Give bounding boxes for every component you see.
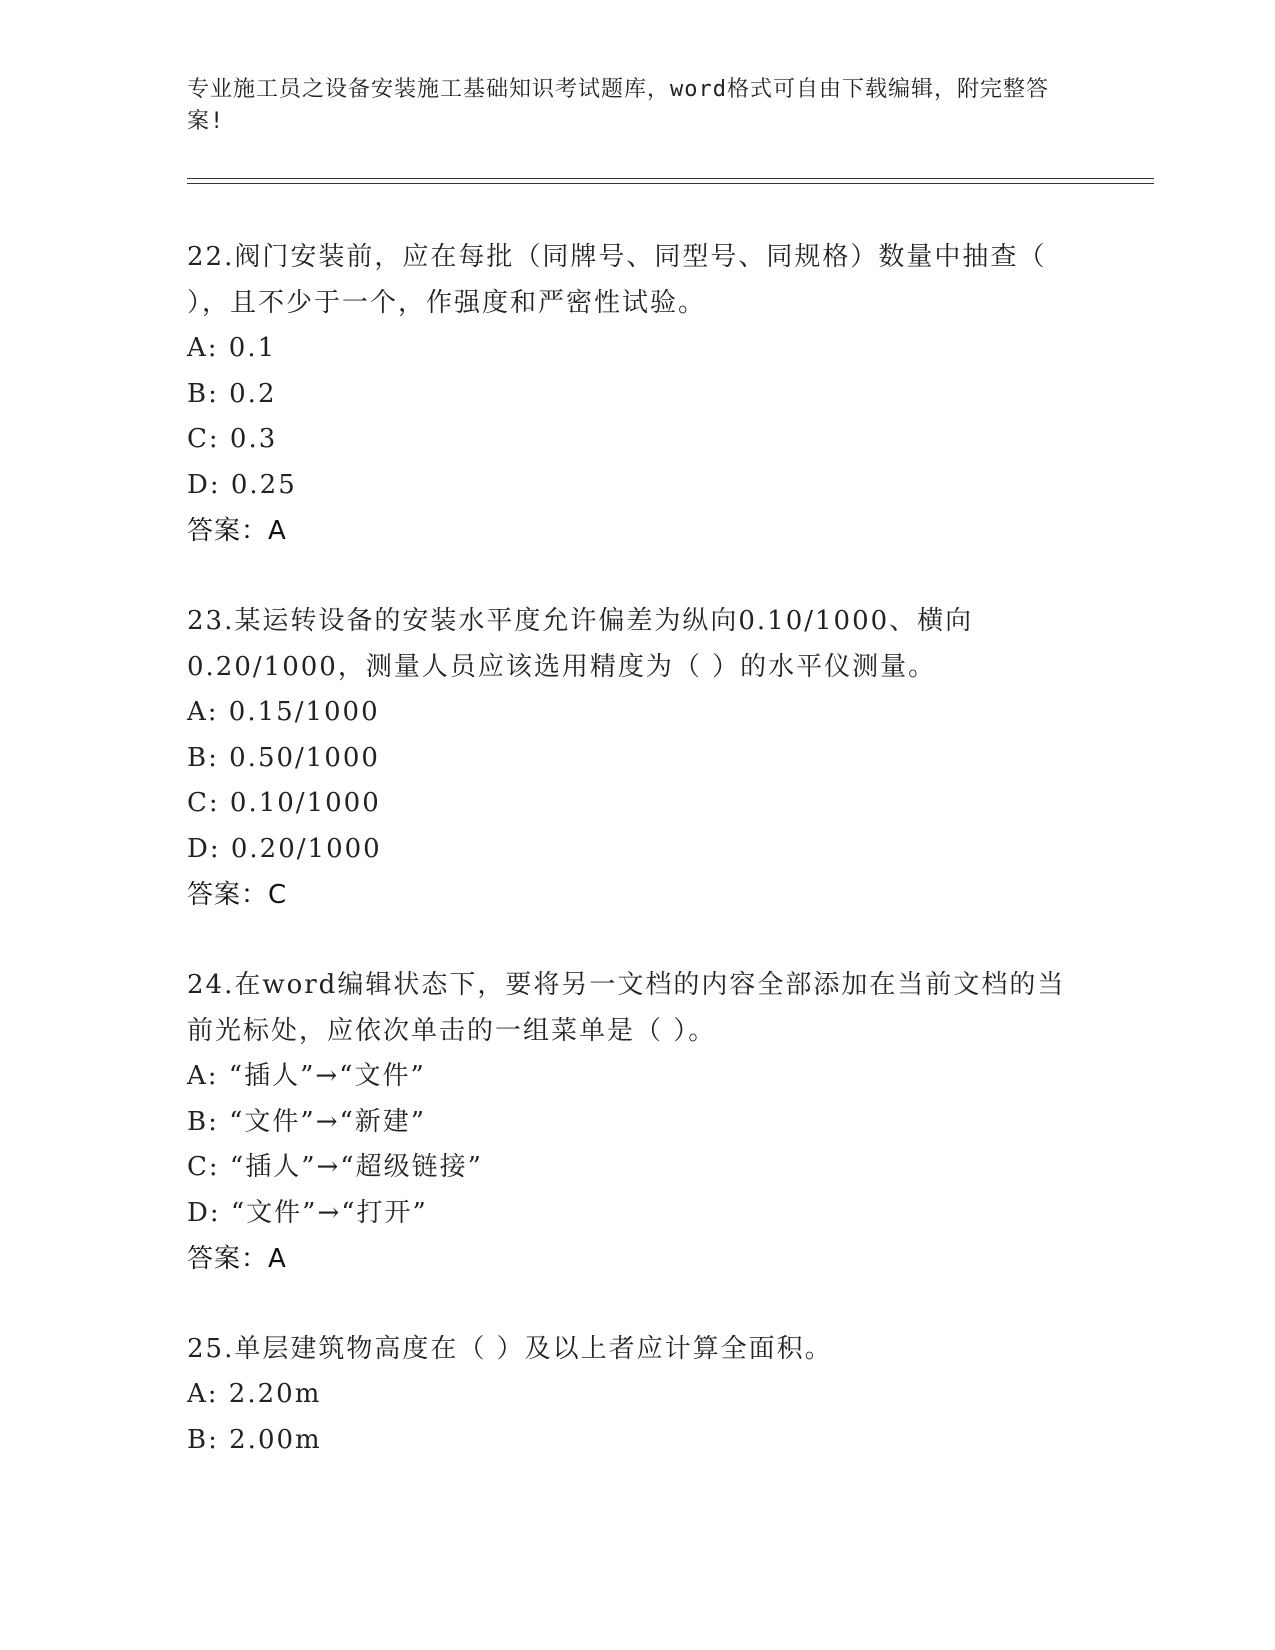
- option-c: C: 0.3: [187, 424, 278, 454]
- option-b: B: 0.50/1000: [187, 742, 380, 773]
- question-text: 24.在word编辑状态下，要将另一文档的内容全部添加在当前文档的当前光标处，应依次单击的一组菜单是（ ）。: [187, 970, 1066, 1046]
- option-a: A: 0.15/1000: [187, 697, 380, 727]
- option-b: B: “文件”→“新建”: [187, 1106, 427, 1137]
- answer: 答案：A: [187, 516, 287, 546]
- answer: 答案：C: [187, 880, 288, 910]
- question-24: [187, 962, 1067, 1282]
- option-b: B: 2.00m: [187, 1424, 322, 1455]
- option-c: C: “插人”→“超级链接”: [187, 1152, 483, 1182]
- question-text: 23.某运转设备的安装水平度允许偏差为纵向0.10/1000、横向0.20/1000，测量人员应该选用精度为（ ）的水平仪测量。: [187, 606, 974, 682]
- question-25: [187, 1326, 1067, 1463]
- header-divider-bottom: [187, 183, 1154, 184]
- option-d: D: 0.25: [187, 469, 297, 500]
- question-22: [187, 234, 1067, 554]
- option-a: A: 2.20m: [187, 1379, 322, 1409]
- question-text: 22.阀门安装前，应在每批（同牌号、同型号、同规格）数量中抽查（ ），且不少于一个，作强度和严密性试验。: [187, 242, 1047, 318]
- document-header: 专业施工员之设备安装施工基础知识考试题库，word格式可自由下载编辑，附完整答案!: [187, 77, 1049, 134]
- option-a: A: “插人”→“文件”: [187, 1061, 426, 1091]
- option-d: D: “文件”→“打开”: [187, 1197, 428, 1228]
- question-text: 25.单层建筑物高度在（ ）及以上者应计算全面积。: [187, 1334, 833, 1364]
- option-c: C: 0.10/1000: [187, 788, 381, 818]
- header-divider-top: [187, 178, 1154, 179]
- option-b: B: 0.2: [187, 378, 277, 409]
- question-23: [187, 598, 1067, 918]
- answer: 答案：A: [187, 1244, 287, 1274]
- option-d: D: 0.20/1000: [187, 833, 382, 864]
- option-a: A: 0.1: [187, 333, 277, 363]
